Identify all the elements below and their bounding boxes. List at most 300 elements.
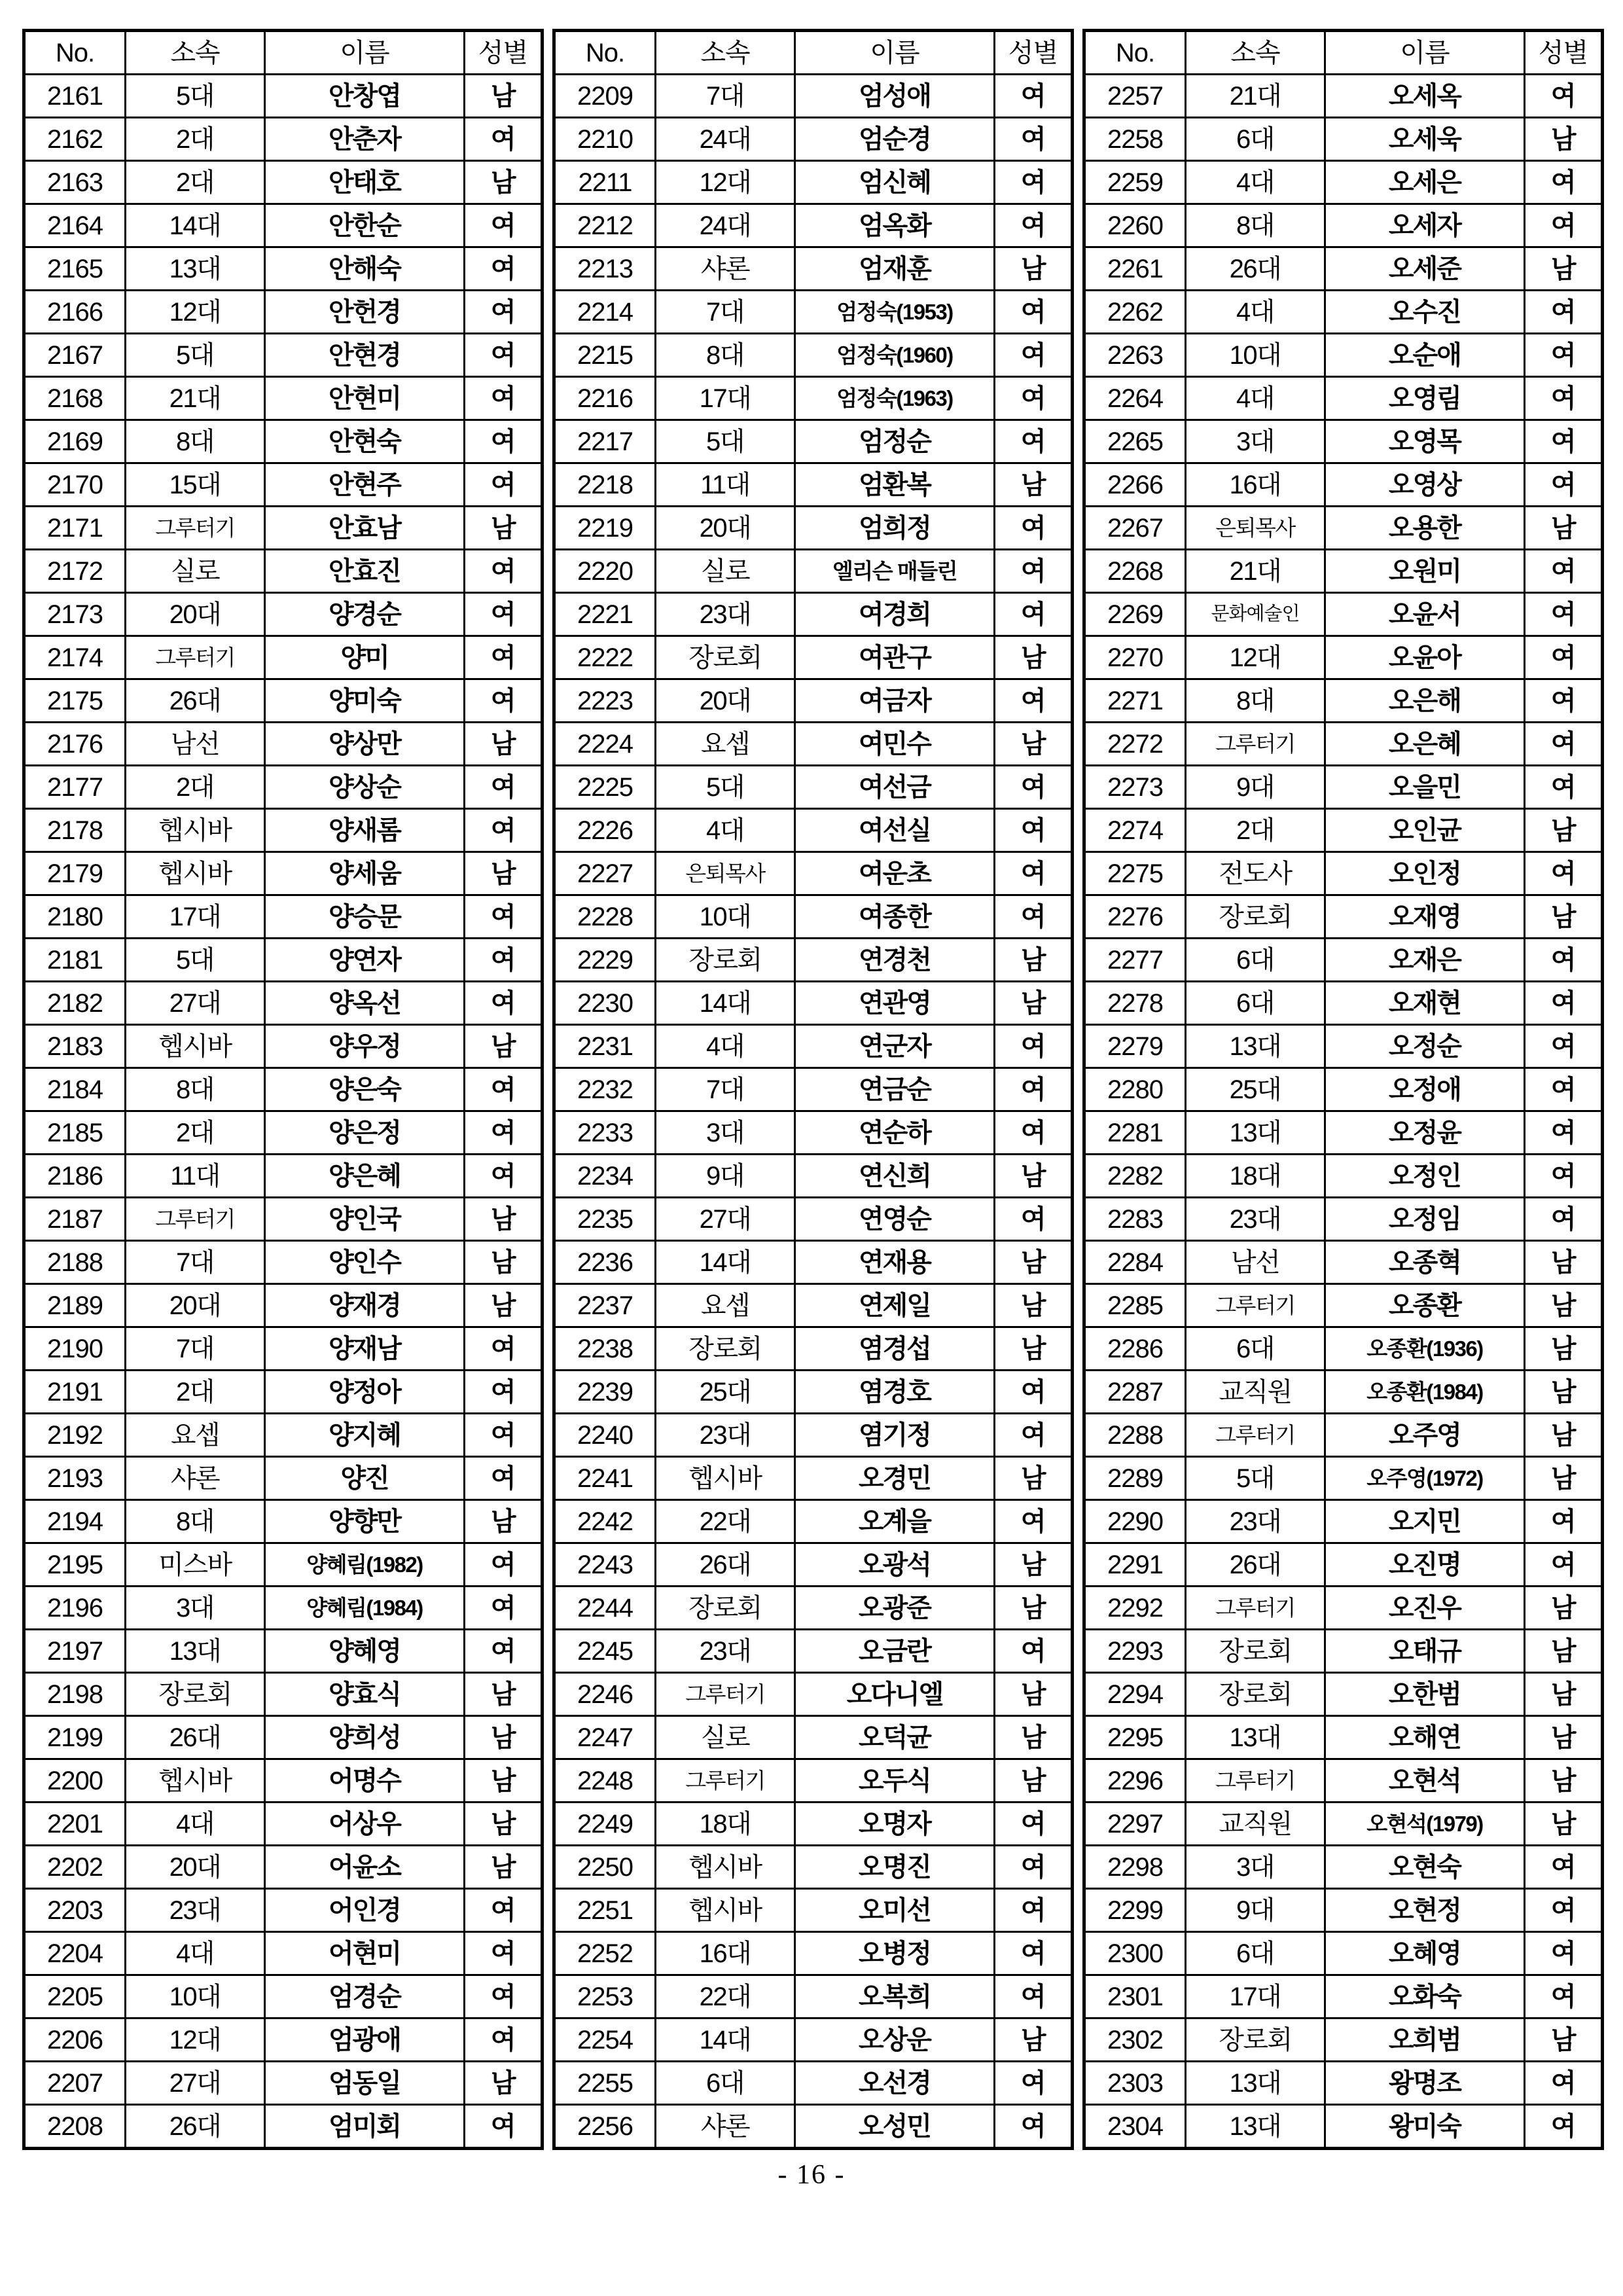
cell-gender: 여 bbox=[995, 809, 1073, 852]
header-name: 이름 bbox=[795, 31, 995, 75]
cell-name: 안효진 bbox=[265, 550, 465, 593]
cell-gender: 여 bbox=[995, 204, 1073, 247]
cell-no: 2274 bbox=[1084, 809, 1186, 852]
cell-affiliation: 헵시바 bbox=[126, 1025, 265, 1068]
cell-name: 염기정 bbox=[795, 1414, 995, 1457]
cell-affiliation: 10대 bbox=[1186, 334, 1325, 377]
cell-affiliation: 26대 bbox=[1186, 1543, 1325, 1587]
cell-name: 안현미 bbox=[265, 377, 465, 420]
table-row bbox=[554, 1846, 1073, 1889]
table-row bbox=[24, 809, 543, 852]
cell-gender: 여 bbox=[995, 550, 1073, 593]
cell-gender: 남 bbox=[465, 723, 543, 766]
table-row bbox=[24, 1932, 543, 1975]
table-row bbox=[24, 1371, 543, 1414]
cell-no: 2271 bbox=[1084, 679, 1186, 723]
cell-affiliation: 장로회 bbox=[656, 1327, 795, 1371]
cell-gender: 남 bbox=[1525, 247, 1603, 291]
cell-gender: 여 bbox=[1525, 982, 1603, 1025]
cell-gender: 남 bbox=[995, 1155, 1073, 1198]
cell-no: 2186 bbox=[24, 1155, 126, 1198]
table-row bbox=[1084, 1587, 1603, 1630]
table-row bbox=[554, 2062, 1073, 2105]
cell-name: 엄희정 bbox=[795, 507, 995, 550]
cell-affiliation: 헵시바 bbox=[126, 809, 265, 852]
cell-name: 양혜영 bbox=[265, 1630, 465, 1673]
cell-no: 2282 bbox=[1084, 1155, 1186, 1198]
table-row bbox=[554, 1889, 1073, 1932]
cell-affiliation: 12대 bbox=[1186, 636, 1325, 679]
cell-no: 2218 bbox=[554, 463, 656, 507]
cell-name: 오명진 bbox=[795, 1846, 995, 1889]
cell-affiliation: 요셉 bbox=[126, 1414, 265, 1457]
cell-affiliation: 2대 bbox=[126, 161, 265, 204]
cell-no: 2206 bbox=[24, 2018, 126, 2062]
table-row bbox=[554, 1716, 1073, 1759]
cell-gender: 남 bbox=[1525, 1630, 1603, 1673]
cell-no: 2226 bbox=[554, 809, 656, 852]
cell-name: 양은숙 bbox=[265, 1068, 465, 1111]
cell-name: 양새롬 bbox=[265, 809, 465, 852]
cell-gender: 여 bbox=[1525, 766, 1603, 809]
cell-no: 2213 bbox=[554, 247, 656, 291]
cell-gender: 여 bbox=[995, 1500, 1073, 1543]
cell-no: 2252 bbox=[554, 1932, 656, 1975]
cell-gender: 남 bbox=[1525, 1587, 1603, 1630]
cell-no: 2275 bbox=[1084, 852, 1186, 895]
cell-no: 2241 bbox=[554, 1457, 656, 1500]
cell-no: 2172 bbox=[24, 550, 126, 593]
table-row bbox=[1084, 1457, 1603, 1500]
table-row bbox=[1084, 895, 1603, 939]
cell-gender: 남 bbox=[1525, 2018, 1603, 2062]
roster-table-1 bbox=[22, 29, 544, 2150]
cell-no: 2170 bbox=[24, 463, 126, 507]
table-row bbox=[554, 118, 1073, 161]
cell-name: 오혜영 bbox=[1325, 1932, 1525, 1975]
cell-no: 2177 bbox=[24, 766, 126, 809]
table-row bbox=[24, 1025, 543, 1068]
table-row bbox=[554, 723, 1073, 766]
cell-no: 2236 bbox=[554, 1241, 656, 1284]
cell-affiliation: 13대 bbox=[1186, 1025, 1325, 1068]
cell-name: 오은해 bbox=[1325, 679, 1525, 723]
cell-name: 염경호 bbox=[795, 1371, 995, 1414]
cell-affiliation: 25대 bbox=[656, 1371, 795, 1414]
cell-no: 2232 bbox=[554, 1068, 656, 1111]
cell-affiliation: 9대 bbox=[1186, 1889, 1325, 1932]
cell-no: 2179 bbox=[24, 852, 126, 895]
cell-name: 오현석(1979) bbox=[1325, 1803, 1525, 1846]
cell-name: 오한범 bbox=[1325, 1673, 1525, 1716]
cell-name: 안현경 bbox=[265, 334, 465, 377]
cell-gender: 여 bbox=[1525, 1025, 1603, 1068]
cell-affiliation: 교직원 bbox=[1186, 1371, 1325, 1414]
cell-no: 2227 bbox=[554, 852, 656, 895]
table-row bbox=[554, 1068, 1073, 1111]
cell-affiliation: 장로회 bbox=[1186, 1673, 1325, 1716]
cell-affiliation: 11대 bbox=[126, 1155, 265, 1198]
table-row bbox=[24, 852, 543, 895]
table-header bbox=[1084, 31, 1603, 75]
cell-gender: 여 bbox=[1525, 1975, 1603, 2018]
cell-no: 2286 bbox=[1084, 1327, 1186, 1371]
cell-gender: 여 bbox=[1525, 463, 1603, 507]
cell-affiliation: 27대 bbox=[126, 982, 265, 1025]
table-row bbox=[1084, 1241, 1603, 1284]
cell-name: 오성민 bbox=[795, 2105, 995, 2149]
cell-affiliation: 16대 bbox=[1186, 463, 1325, 507]
cell-name: 오진우 bbox=[1325, 1587, 1525, 1630]
cell-affiliation: 26대 bbox=[126, 1716, 265, 1759]
cell-name: 안현숙 bbox=[265, 420, 465, 463]
cell-no: 2251 bbox=[554, 1889, 656, 1932]
cell-no: 2195 bbox=[24, 1543, 126, 1587]
cell-name: 어윤소 bbox=[265, 1846, 465, 1889]
table-row bbox=[1084, 1198, 1603, 1241]
cell-no: 2267 bbox=[1084, 507, 1186, 550]
cell-affiliation: 5대 bbox=[126, 939, 265, 982]
cell-name: 양인수 bbox=[265, 1241, 465, 1284]
cell-no: 2178 bbox=[24, 809, 126, 852]
cell-affiliation: 문화예술인 bbox=[1186, 593, 1325, 636]
cell-name: 오태규 bbox=[1325, 1630, 1525, 1673]
cell-gender: 여 bbox=[1525, 1155, 1603, 1198]
cell-gender: 여 bbox=[995, 1111, 1073, 1155]
table-row bbox=[554, 247, 1073, 291]
cell-no: 2164 bbox=[24, 204, 126, 247]
header-no: No. bbox=[1084, 31, 1186, 75]
cell-affiliation: 26대 bbox=[126, 2105, 265, 2149]
cell-name: 연순하 bbox=[795, 1111, 995, 1155]
cell-name: 오윤서 bbox=[1325, 593, 1525, 636]
table-row bbox=[1084, 1371, 1603, 1414]
cell-name: 양정아 bbox=[265, 1371, 465, 1414]
table-header bbox=[554, 31, 1073, 75]
cell-gender: 여 bbox=[1525, 1932, 1603, 1975]
header-gender: 성별 bbox=[465, 31, 543, 75]
cell-name: 양재경 bbox=[265, 1284, 465, 1327]
cell-gender: 남 bbox=[1525, 1803, 1603, 1846]
cell-no: 2248 bbox=[554, 1759, 656, 1803]
header-row bbox=[24, 31, 543, 75]
cell-gender: 남 bbox=[995, 247, 1073, 291]
table-row bbox=[1084, 161, 1603, 204]
table-row bbox=[554, 420, 1073, 463]
cell-no: 2247 bbox=[554, 1716, 656, 1759]
cell-no: 2284 bbox=[1084, 1241, 1186, 1284]
cell-gender: 여 bbox=[465, 1630, 543, 1673]
cell-no: 2279 bbox=[1084, 1025, 1186, 1068]
cell-no: 2221 bbox=[554, 593, 656, 636]
cell-name: 양향만 bbox=[265, 1500, 465, 1543]
cell-no: 2203 bbox=[24, 1889, 126, 1932]
cell-name: 여운초 bbox=[795, 852, 995, 895]
cell-name: 양희성 bbox=[265, 1716, 465, 1759]
cell-gender: 남 bbox=[995, 1716, 1073, 1759]
table-row bbox=[1084, 1932, 1603, 1975]
cell-gender: 여 bbox=[995, 2062, 1073, 2105]
table-row bbox=[1084, 1500, 1603, 1543]
cell-gender: 남 bbox=[465, 1500, 543, 1543]
cell-no: 2299 bbox=[1084, 1889, 1186, 1932]
cell-name: 안태호 bbox=[265, 161, 465, 204]
table-row bbox=[554, 1284, 1073, 1327]
cell-name: 오을민 bbox=[1325, 766, 1525, 809]
cell-affiliation: 장로회 bbox=[656, 636, 795, 679]
table-row bbox=[24, 161, 543, 204]
cell-gender: 남 bbox=[995, 1673, 1073, 1716]
table-row bbox=[24, 1543, 543, 1587]
table-row bbox=[1084, 1543, 1603, 1587]
cell-gender: 여 bbox=[995, 2105, 1073, 2149]
cell-gender: 남 bbox=[995, 636, 1073, 679]
cell-no: 2301 bbox=[1084, 1975, 1186, 2018]
cell-name: 오종혁 bbox=[1325, 1241, 1525, 1284]
cell-affiliation: 8대 bbox=[126, 1500, 265, 1543]
table-row bbox=[1084, 1716, 1603, 1759]
cell-gender: 남 bbox=[995, 939, 1073, 982]
cell-no: 2198 bbox=[24, 1673, 126, 1716]
cell-no: 2298 bbox=[1084, 1846, 1186, 1889]
table-body-3 bbox=[1084, 75, 1603, 2149]
cell-no: 2183 bbox=[24, 1025, 126, 1068]
cell-name: 왕미숙 bbox=[1325, 2105, 1525, 2149]
cell-gender: 여 bbox=[465, 1068, 543, 1111]
cell-affiliation: 5대 bbox=[126, 75, 265, 118]
cell-affiliation: 샤론 bbox=[656, 2105, 795, 2149]
cell-gender: 여 bbox=[995, 1025, 1073, 1068]
cell-name: 오종환 bbox=[1325, 1284, 1525, 1327]
table-row bbox=[554, 1025, 1073, 1068]
table-row bbox=[24, 1846, 543, 1889]
table-row bbox=[554, 507, 1073, 550]
cell-no: 2278 bbox=[1084, 982, 1186, 1025]
cell-gender: 여 bbox=[465, 1327, 543, 1371]
cell-no: 2272 bbox=[1084, 723, 1186, 766]
cell-name: 양우정 bbox=[265, 1025, 465, 1068]
cell-name: 엄정순 bbox=[795, 420, 995, 463]
cell-affiliation: 25대 bbox=[1186, 1068, 1325, 1111]
cell-no: 2265 bbox=[1084, 420, 1186, 463]
cell-gender: 여 bbox=[465, 550, 543, 593]
table-row bbox=[1084, 463, 1603, 507]
table-row bbox=[554, 2018, 1073, 2062]
cell-affiliation: 6대 bbox=[1186, 939, 1325, 982]
cell-gender: 여 bbox=[995, 420, 1073, 463]
cell-affiliation: 실로 bbox=[656, 1716, 795, 1759]
cell-name: 안창엽 bbox=[265, 75, 465, 118]
cell-no: 2223 bbox=[554, 679, 656, 723]
cell-name: 연군자 bbox=[795, 1025, 995, 1068]
roster-column-3 bbox=[1082, 29, 1601, 2150]
table-row bbox=[554, 75, 1073, 118]
cell-gender: 여 bbox=[1525, 1500, 1603, 1543]
cell-name: 오계을 bbox=[795, 1500, 995, 1543]
cell-no: 2287 bbox=[1084, 1371, 1186, 1414]
table-row bbox=[554, 1932, 1073, 1975]
cell-no: 2231 bbox=[554, 1025, 656, 1068]
table-row bbox=[24, 1716, 543, 1759]
cell-affiliation: 3대 bbox=[126, 1587, 265, 1630]
cell-gender: 여 bbox=[995, 75, 1073, 118]
cell-gender: 여 bbox=[1525, 334, 1603, 377]
cell-gender: 남 bbox=[465, 2062, 543, 2105]
table-row bbox=[24, 766, 543, 809]
cell-no: 2185 bbox=[24, 1111, 126, 1155]
table-row bbox=[24, 636, 543, 679]
table-row bbox=[1084, 1068, 1603, 1111]
cell-gender: 여 bbox=[1525, 204, 1603, 247]
table-row bbox=[24, 2018, 543, 2062]
cell-no: 2269 bbox=[1084, 593, 1186, 636]
table-row bbox=[24, 2105, 543, 2149]
cell-gender: 여 bbox=[1525, 1543, 1603, 1587]
cell-name: 안헌경 bbox=[265, 291, 465, 334]
cell-no: 2167 bbox=[24, 334, 126, 377]
cell-name: 오지민 bbox=[1325, 1500, 1525, 1543]
header-row bbox=[1084, 31, 1603, 75]
cell-no: 2277 bbox=[1084, 939, 1186, 982]
cell-name: 양은정 bbox=[265, 1111, 465, 1155]
cell-name: 엄정숙(1960) bbox=[795, 334, 995, 377]
cell-no: 2212 bbox=[554, 204, 656, 247]
cell-gender: 여 bbox=[995, 1932, 1073, 1975]
cell-name: 안춘자 bbox=[265, 118, 465, 161]
cell-affiliation: 4대 bbox=[126, 1932, 265, 1975]
cell-name: 왕명조 bbox=[1325, 2062, 1525, 2105]
cell-affiliation: 3대 bbox=[656, 1111, 795, 1155]
cell-no: 2161 bbox=[24, 75, 126, 118]
table-row bbox=[1084, 723, 1603, 766]
cell-gender: 여 bbox=[465, 463, 543, 507]
cell-gender: 여 bbox=[995, 1371, 1073, 1414]
cell-name: 오광준 bbox=[795, 1587, 995, 1630]
cell-gender: 남 bbox=[995, 1587, 1073, 1630]
cell-no: 2194 bbox=[24, 1500, 126, 1543]
table-row bbox=[24, 1673, 543, 1716]
cell-affiliation: 그루터기 bbox=[1186, 1284, 1325, 1327]
cell-name: 엄경순 bbox=[265, 1975, 465, 2018]
cell-name: 오진명 bbox=[1325, 1543, 1525, 1587]
cell-affiliation: 16대 bbox=[656, 1932, 795, 1975]
cell-gender: 남 bbox=[465, 1198, 543, 1241]
roster-columns bbox=[22, 29, 1601, 2150]
cell-gender: 여 bbox=[1525, 852, 1603, 895]
table-row bbox=[24, 463, 543, 507]
cell-no: 2296 bbox=[1084, 1759, 1186, 1803]
cell-affiliation: 그루터기 bbox=[126, 507, 265, 550]
table-row bbox=[554, 291, 1073, 334]
cell-affiliation: 20대 bbox=[656, 679, 795, 723]
cell-name: 오인정 bbox=[1325, 852, 1525, 895]
table-row bbox=[554, 161, 1073, 204]
table-row bbox=[1084, 334, 1603, 377]
cell-affiliation: 그루터기 bbox=[126, 1198, 265, 1241]
cell-name: 오정인 bbox=[1325, 1155, 1525, 1198]
cell-affiliation: 샤론 bbox=[656, 247, 795, 291]
cell-affiliation: 23대 bbox=[1186, 1198, 1325, 1241]
cell-gender: 여 bbox=[465, 204, 543, 247]
cell-name: 양혜림(1984) bbox=[265, 1587, 465, 1630]
cell-affiliation: 15대 bbox=[126, 463, 265, 507]
cell-affiliation: 10대 bbox=[126, 1975, 265, 2018]
cell-gender: 여 bbox=[1525, 1846, 1603, 1889]
cell-name: 오현숙 bbox=[1325, 1846, 1525, 1889]
cell-no: 2288 bbox=[1084, 1414, 1186, 1457]
cell-gender: 여 bbox=[1525, 593, 1603, 636]
cell-no: 2276 bbox=[1084, 895, 1186, 939]
table-row bbox=[24, 204, 543, 247]
cell-affiliation: 6대 bbox=[1186, 982, 1325, 1025]
cell-no: 2300 bbox=[1084, 1932, 1186, 1975]
table-row bbox=[24, 420, 543, 463]
cell-name: 양미 bbox=[265, 636, 465, 679]
cell-no: 2249 bbox=[554, 1803, 656, 1846]
cell-affiliation: 3대 bbox=[1186, 420, 1325, 463]
cell-no: 2184 bbox=[24, 1068, 126, 1111]
cell-name: 오인균 bbox=[1325, 809, 1525, 852]
cell-gender: 여 bbox=[465, 636, 543, 679]
cell-no: 2201 bbox=[24, 1803, 126, 1846]
cell-name: 오세옥 bbox=[1325, 75, 1525, 118]
cell-no: 2204 bbox=[24, 1932, 126, 1975]
cell-affiliation: 실로 bbox=[126, 550, 265, 593]
cell-name: 오영림 bbox=[1325, 377, 1525, 420]
cell-name: 오해연 bbox=[1325, 1716, 1525, 1759]
cell-no: 2230 bbox=[554, 982, 656, 1025]
cell-name: 연재용 bbox=[795, 1241, 995, 1284]
cell-gender: 여 bbox=[995, 1414, 1073, 1457]
cell-no: 2202 bbox=[24, 1846, 126, 1889]
cell-name: 연영순 bbox=[795, 1198, 995, 1241]
cell-name: 양혜림(1982) bbox=[265, 1543, 465, 1587]
cell-name: 염경섭 bbox=[795, 1327, 995, 1371]
cell-no: 2292 bbox=[1084, 1587, 1186, 1630]
cell-gender: 남 bbox=[995, 723, 1073, 766]
cell-gender: 여 bbox=[995, 118, 1073, 161]
cell-name: 연제일 bbox=[795, 1284, 995, 1327]
table-row bbox=[24, 1889, 543, 1932]
cell-no: 2257 bbox=[1084, 75, 1186, 118]
cell-name: 엄재훈 bbox=[795, 247, 995, 291]
cell-affiliation: 6대 bbox=[1186, 118, 1325, 161]
table-row bbox=[554, 1975, 1073, 2018]
table-row bbox=[554, 1241, 1073, 1284]
cell-name: 여경희 bbox=[795, 593, 995, 636]
cell-name: 오정순 bbox=[1325, 1025, 1525, 1068]
cell-name: 오명자 bbox=[795, 1803, 995, 1846]
table-row bbox=[554, 1371, 1073, 1414]
cell-name: 연신희 bbox=[795, 1155, 995, 1198]
cell-affiliation: 23대 bbox=[656, 1630, 795, 1673]
table-row bbox=[554, 1759, 1073, 1803]
cell-no: 2266 bbox=[1084, 463, 1186, 507]
table-row bbox=[554, 1500, 1073, 1543]
cell-no: 2239 bbox=[554, 1371, 656, 1414]
cell-affiliation: 20대 bbox=[656, 507, 795, 550]
cell-gender: 남 bbox=[995, 1241, 1073, 1284]
cell-gender: 여 bbox=[465, 679, 543, 723]
cell-no: 2217 bbox=[554, 420, 656, 463]
cell-affiliation: 13대 bbox=[1186, 1716, 1325, 1759]
cell-name: 오선경 bbox=[795, 2062, 995, 2105]
cell-no: 2215 bbox=[554, 334, 656, 377]
cell-name: 여민수 bbox=[795, 723, 995, 766]
cell-no: 2289 bbox=[1084, 1457, 1186, 1500]
table-row bbox=[24, 1414, 543, 1457]
cell-affiliation: 7대 bbox=[656, 1068, 795, 1111]
